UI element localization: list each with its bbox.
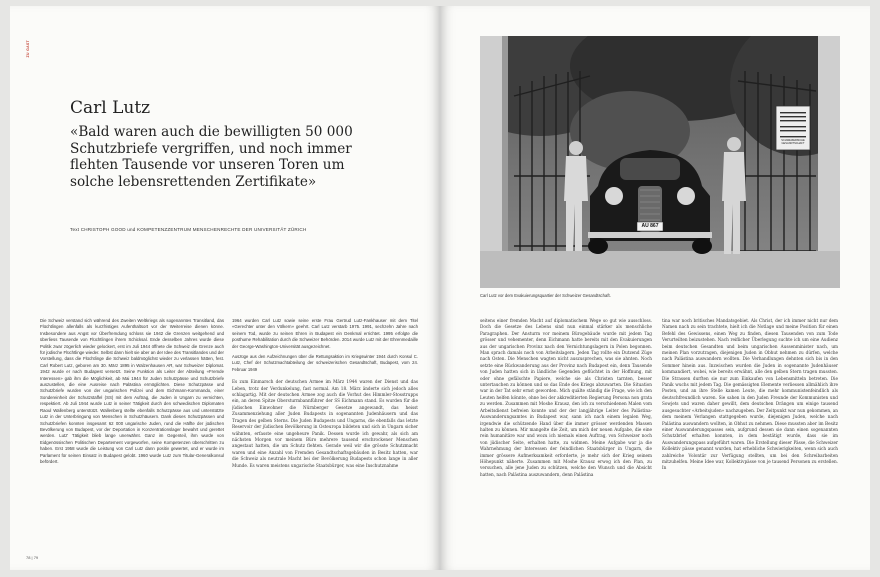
right-column-1 (480, 318, 652, 542)
section-tag: ZU GAST (26, 40, 30, 58)
right-column-2 (662, 318, 838, 542)
right-page (440, 6, 870, 570)
article-title: Carl Lutz (70, 98, 151, 118)
author-credit: Text CHRISTOPH GOOD und KOMPETENZZENTRUM MENSCHENRECHTE DER UNIVERSITÄT ZÜRICH (70, 227, 307, 232)
license-plate: AU 867 (641, 223, 659, 229)
left-page (10, 6, 440, 570)
body-paragraph: seitens einer fremden Macht auf diplomatischem Wege so gut wie ausschloss. Doch die Gesetze des Lebens sind nun einmal stärker als menschliche Paragraphen. Der Ansturm vor meinem Bürogebäude wurde mit jedem Tag grösser und vehementer, denn Eichmann hatte bereits mit den Evakuierungen aus der ungarischen Provinz nach den Vernichtungslagern in Polen begonnen. Man sprach damals noch von Arbeitslagern. Jeden Tag rollte ein Dutzend Züge nach Osten. Die Menschen wagten nicht auszusprechen, was sie ahnten. Noch setzte eine Rückwanderung aus der Provinz nach Budapest ein, denn Tausende von Juden hatten sich in ländliche Gegenden geflüchtet in der Hoffnung, mit oder ohne gefälschte Papiere, welche sie als Christen tarnten, besser untertauchen zu können und so das Ende des Kriegs abzuwarten. Die Situation war in der Tat sehr ernst geworden. Mich quälte ständig die Frage, wie ich den Leuten helfen könnte, ohne bei der akkreditierten Regierung Persona non grata zu werden. Zusammen mit Moshe Krausz, den ich zu verschiedenen Malen vom Arbeitsdienst befreien konnte und der der langjährige Leiter des Palästina-Auswanderungsamtes in Budapest war, sann ich nach einem legalen Weg, irgendwie die schützende Hand über die immer grösser werdenden Massen halten zu können. Mir mangelte die Zeit, um mich der neuen Aufgabe, die eine rein humanitäre war und wozu ich niemals einen Auftrag, von Schweizer noch von jüdischer Seite, erhalten hatte, zu widmen. Meine Aufgabe war ja die Wahrnehmung der Interessen der feindlichen Staatsbürger in Ungarn, die immer grössere Aufmerksamkeit erforderte, je mehr sich der Krieg seinem Höhepunkt näherte. Zusammen mit Moshe Krausz erwog ich den Plan, zu versuchen, alle jene Juden zu schützen, welche den Wunsch und die Absicht hatten, nach Palästina auszuwandern, denn Palästina (480, 318, 652, 477)
historic-photo (480, 36, 840, 288)
pull-quote: «Bald waren auch die bewilligten 50 000 Schutzbriefe vergriffen, und noch immer flehten Tausende vor unseren Toren um solche lebensrettenden Zertifikate» (70, 124, 353, 190)
intro-column (40, 318, 224, 540)
page-folio: 78 | 79 (26, 555, 39, 560)
second-column (232, 318, 418, 540)
gate-sign: SCHWEIZERISCHE GESANDTSCHAFT (781, 139, 805, 145)
excerpt-note: Auszüge aus den Aufzeichnungen über die Rettungsaktion im Kriegswinter 1944 durch Konsul C. Lutz, Chef der Schutzmachtabteilung der schweizerischen Gesandtschaft, Budapest, vom 24. Februar 1949 (232, 354, 418, 372)
body-paragraph: tina war noch britisches Mandatsgebiet. Als Christ, der ich immer nicht nur dem Namen nach zu sein trachtete, hielt ich die Notlage und meine Position für einen Befehl des Gewissens, einen Weg zu finden, diesen Tausenden von zum Tode Verurteilten beizustehen. Nach reiflicher Überlegung suchte ich um eine Audienz beim deutschen Gesandten und beim ungarischen Aussenminister nach, um meinen Plan vorzutragen, diejenigen Juden in Obhut nehmen zu dürfen, welche nach Palästina auswandern wollten. Die Verhandlungen dehnten sich bis in den Sommer hinein aus. Inzwischen wurden die Juden in sogenannte Judenhäuser kommandiert, wobei, wie bereits erwähnt, alle den gelben Stern tragen mussten. Die Strassen durften sie nur zum Einkaufen von Lebensmitteln betreten. Die Panik wuchs mit jedem Tag. Die gemässigten Elemente verliessen allmählich ihre Posten, und an ihre Stelle kamen Leute, die mehr kommunistenfeindlich als deutschfreundlich waren. Sie sahen in den Juden Freunde der Kommunisten und Sowjets und waren daher gewillt, dem deutschen Drängen um einige tausend ausgesuchter «Arbeitsjuden» nachzugeben. Der Zeitpunkt war nun gekommen, an dem meinem Verlangen stattgegeben wurde, diejenigen Juden, welche nach Palästina auswandern wollten, in Obhut zu nehmen. Diese mussten aber im Besitz einer Auswanderungspasses sein, aufgrund dessen sie dann einen sogenannten Schutzbrief erhalten konnten, in dem bestätigt wurde, dass sie im Auswanderungspass aufgeführt waren. Die Erstellung dieser Pässe, die Schweizer Kollektiv pässe genannt wurden, hat erhebliche Schwierigkeiten, wenn sich auch zahlreiche Volontär zur Verfügung stellten, um bei den Schreibarbeiten mitzuhelfen. Meine Idee war, Kollektivpässe von je tausend Personen zu erstellen. In (662, 318, 838, 471)
excerpt-paragraph: Es zum Einmarsch der deutschen Armee im März 1944 waren der Dienst und das Leben, trotz der Verdunkelung, fast normal. Am 18. März änderte sich jedoch alles schlagartig. Mit der deutschen Armee zog auch die Vorhut des Himmler-Stosstrupps ein, an deren Spitze Obersturmbannführer der SS Eichmann stand. Es wurden für die jüdischen Einwohner die Nürnberger Gesetze angewandt, das heisst Zusammenziehung aller Juden Budapests in sogenannten Judenhäusern und das Tragen des gelben Sterns. Die Juden Budapests und Ungarns, die ebenfalls das letzte Reservoir der jüdischen Bevölkerung in Osteuropa bildeten und sich in Ungarn sicher wähnten, erfasste eine ungeheure Panik. Dessen wurde ich gewahr, als sich am nächsten Morgen vor meinem Büro mehrere tausend erschrockener Menschen angestaut hatten, die um Schutz flehten. Gerade weil wir die grösste Schutzmacht waren und eine Anzahl von Fremden Gesandtschaftsgebäuden in Besitz hatten, war die Schweiz als neutrale Macht bei der Bevölkerung Budapests schon lange in aller Munde. Es waren meistens ungarische Staatsbürger, was eine Inschutznahme (232, 379, 418, 468)
photo-illustration (480, 36, 840, 288)
intro-paragraph: Die Schweiz verstand sich während des Zweiten Weltkriegs als sogenanntes Transitland, das Flüchtlingen allenfalls als kurzfristiges Aufenthaltsort vor der Weiterreise dienen könne. Insbesondere aus Angst vor Überfremdung schloss sie 1942 die Grenzen weitgehend und überliess Tausende von Flüchtlingen ihrem Schicksal. Ende desselben Jahres wurde diese Politik zwar zögerlich wieder gelockert, erst im Juli 1944 öffnete die Schweiz die Grenze auch für jüdische Flüchtlinge wieder. Selbst dann hielt sie aber an der Idee des Transitlandes und der Vorstellung, dass die Flüchtlinge die Schweiz baldmöglichst wieder zu verlassen hätten, fest. Carl Robert Lutz, geboren am 30. März 1895 in Walzenhausen AR, war Schweizer Diplomat. 1942 wurde er nach Budapest versetzt. Seine Funktion als Leiter der Abteilung «Fremde Interessen» gab ihm die Möglichkeit, ab Mai 1944 für Juden Schutzpässe und Schutzbriefe auszustellen, die eine Ausreise nach Palästina ermöglichten. Diese Schutzpässe und Schutzbriefe wurden von der ungarischen Polizei und dem Eichmann-Kommando, einer Sondereinheit der Schutzstaffel (SS) mit dem Auftrag, die Juden in Ungarn zu vernichten, respektiert. Ab Juli 1944 wurde Lutz in seiner Tätigkeit durch den schwedischen Diplomaten Raoul Wallenberg unterstützt. Wallenberg stellte ebenfalls Schutzpässe aus und unterstützte Lutz in der Unterbringung von Menschen in Schutzhäusern. Dank dieses Schutzpässen und Schutzbriefen konnten insgesamt 62 000 ungarische Juden, rund die Hälfte der jüdischen Bevölkerung von Budapest, vor der Deportation in Konzentrationslager bewahrt und gerettet werden. Lutz' Tätigkeit blieb lange unerwähnt. Ganz im Gegenteil, ihm wurde von Eidgenössischen Politischen Departement vorgeworfen, seine Kompetenzen überschritten zu haben. Erst 1958 wurde die Leistung von Carl Lutz dann positiv gewertet, und er wurde im Parlament für seinen Einsatz in Budapest gelobt. 1960 wurde Lutz zum Titular-Generalkonsul befördert. (40, 318, 224, 464)
bio-paragraph: 1964 wurden Carl Lutz sowie seine erste Frau Gertrud Lutz-Fankhauser mit dem Titel «Gerechter unter den Völkern» geehrt. Carl Lutz verstarb 1975. 1991, sechzehn Jahre nach seinem Tod, wurde zu seinen Ehren in Budapest ein Denkmal errichtet. 1995 erfolgte die posthume Rehabilitation durch die Schweizer Behörden. 2014 wurde Lutz mit der Ehrenmedaille der George-Washington-Universität ausgezeichnet. (232, 318, 418, 349)
photo-caption: Carl Lutz vor dem Evakuierungsquartier der Schweizer Gesandtschaft. (480, 293, 611, 298)
